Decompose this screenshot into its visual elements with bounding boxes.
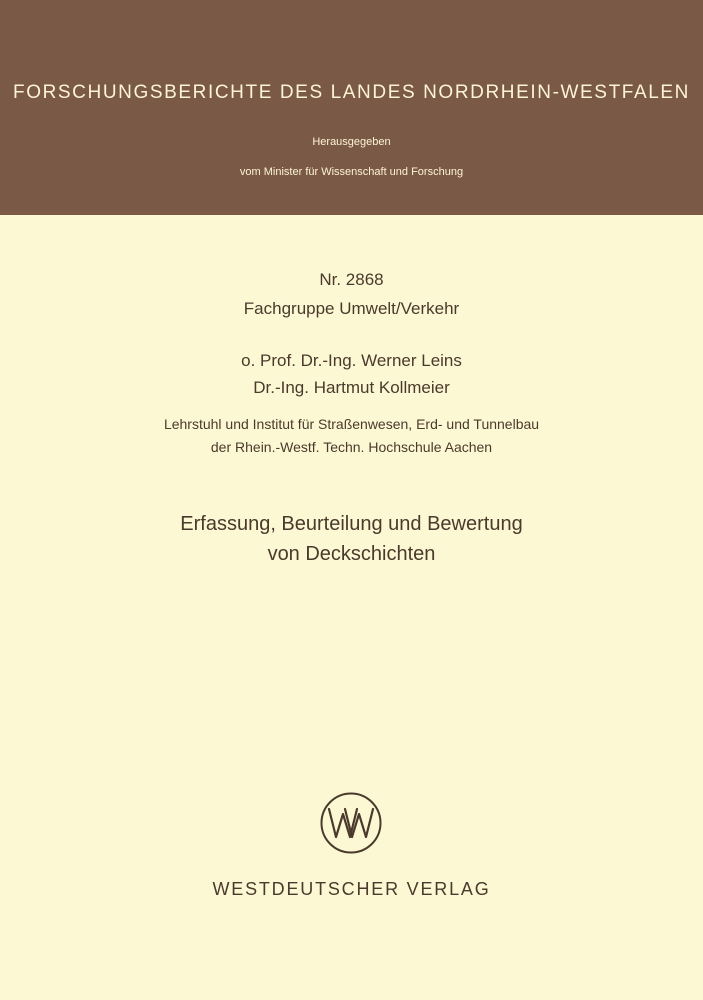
editor-name: vom Minister für Wissenschaft und Forschung <box>239 166 464 178</box>
institution-line: Lehrstuhl und Institut für Straßenwesen, Erd- und Tunnelbau <box>163 416 540 432</box>
document-title: Erfassung, Beurteilung und Bewertung <box>180 513 523 535</box>
editor-label: Herausgegeben <box>312 136 391 148</box>
institution-line: der Rhein.-Westf. Techn. Hochschule Aachen <box>210 439 493 455</box>
publisher-name: WESTDEUTSCHER VERLAG <box>212 879 491 899</box>
westdeutscher-verlag-logo-icon <box>319 791 383 855</box>
report-number: Nr. 2868 <box>319 270 384 289</box>
author-name: o. Prof. Dr.-Ing. Werner Leins <box>241 351 462 370</box>
series-title: FORSCHUNGSBERICHTE DES LANDES NORDRHEIN-WESTFALEN <box>13 82 690 103</box>
document-title: von Deckschichten <box>267 543 436 565</box>
subject-group: Fachgruppe Umwelt/Verkehr <box>243 299 460 318</box>
author-name: Dr.-Ing. Hartmut Kollmeier <box>253 378 450 397</box>
header-band <box>0 0 703 215</box>
